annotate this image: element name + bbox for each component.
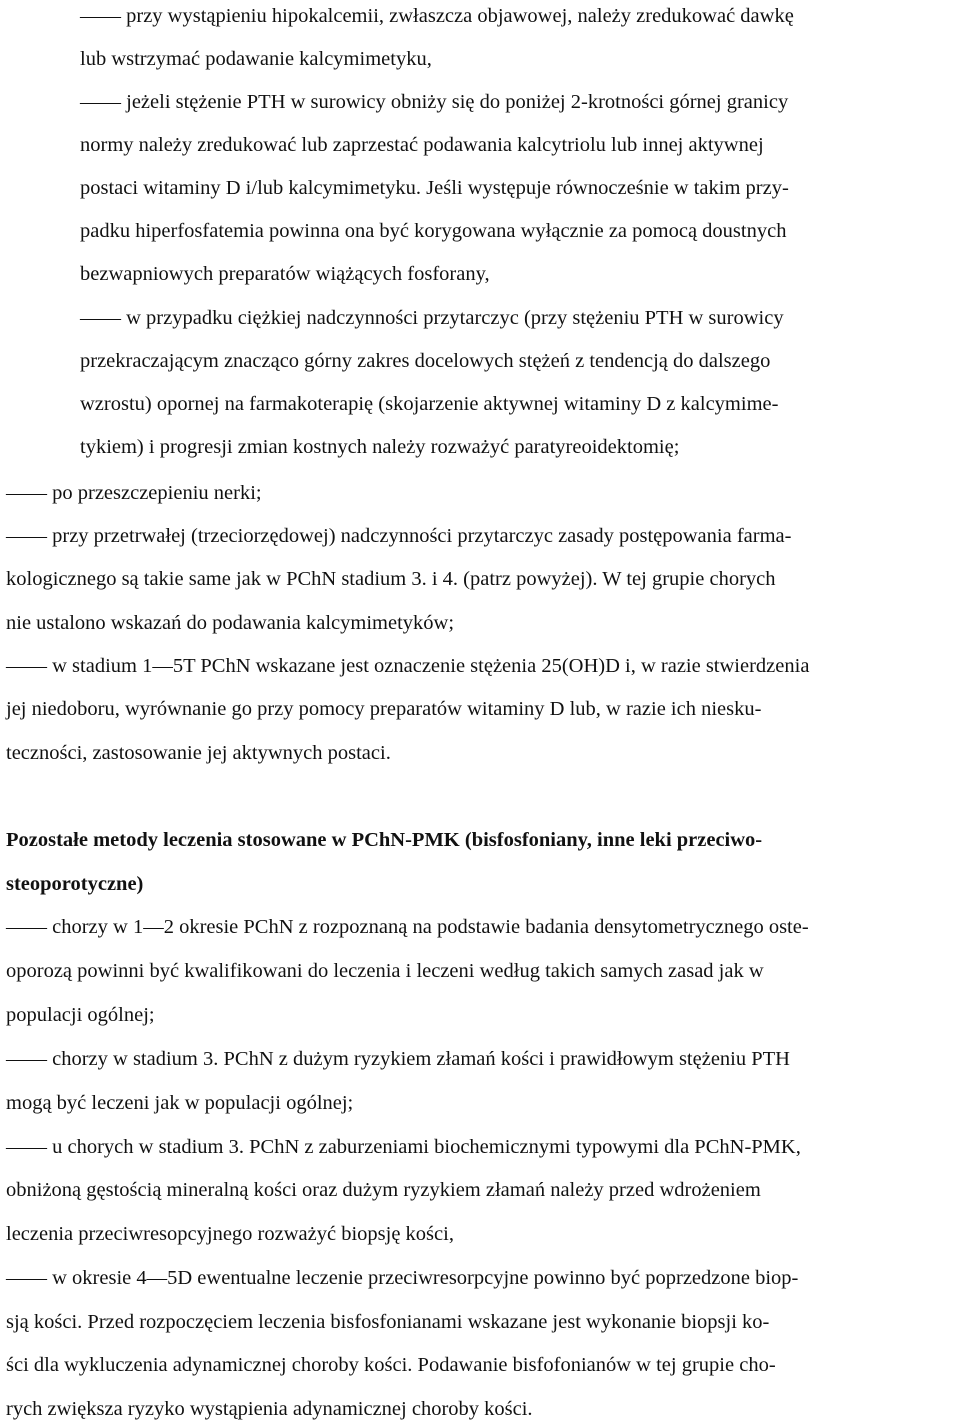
text-line: —— przy wystąpieniu hipokalcemii, zwłaszcza objawowej, należy zredukować dawkę [80, 5, 794, 27]
text-line: populacji ogólnej; [6, 1004, 155, 1026]
text-line: wzrostu) opornej na farmakoterapię (skojarzenie aktywnej witaminy D z kalcymime- [80, 393, 779, 415]
text-line: teczności, zastosowanie jej aktywnych postaci. [6, 742, 391, 764]
text-line: —— jeżeli stężenie PTH w surowicy obniży się do poniżej 2-krotności górnej granicy [80, 91, 789, 113]
text-line: kologicznego są takie same jak w PChN stadium 3. i 4. (patrz powyżej). W tej grupie chorych [6, 568, 776, 590]
text-line: przekraczającym znacząco górny zakres docelowych stężeń z tendencją do dalszego [80, 350, 771, 372]
text-line: leczenia przeciwresopcyjnego rozważyć biopsję kości, [6, 1223, 454, 1245]
text-line: mogą być leczeni jak w populacji ogólnej; [6, 1092, 354, 1114]
text-line: —— w stadium 1—5T PChN wskazane jest oznaczenie stężenia 25(OH)D i, w razie stwierdzenia [6, 655, 810, 677]
text-line: —— w okresie 4—5D ewentualne leczenie przeciwresorpcyjne powinno być poprzedzone biop- [6, 1267, 799, 1289]
text-line: —— chorzy w stadium 3. PChN z dużym ryzykiem złamań kości i prawidłowym stężeniu PTH [6, 1048, 790, 1070]
text-line: —— w przypadku ciężkiej nadczynności przytarczyc (przy stężeniu PTH w surowicy [80, 307, 784, 329]
text-line: postaci witaminy D i/lub kalcymimetyku. Jeśli występuje równocześnie w takim przy- [80, 177, 789, 199]
text-line: tykiem) i progresji zmian kostnych należy rozważyć paratyreoidektomię; [80, 436, 680, 458]
text-line: oporozą powinni być kwalifikowani do leczenia i leczeni według takich samych zasad jak w [6, 960, 764, 982]
text-line: —— chorzy w 1—2 okresie PChN z rozpoznaną na podstawie badania densytometrycznego oste- [6, 916, 809, 938]
text-line: jej niedoboru, wyrównanie go przy pomocy preparatów witaminy D lub, w razie ich niesku- [6, 698, 762, 720]
text-line: —— u chorych w stadium 3. PChN z zaburzeniami biochemicznymi typowymi dla PChN-PMK, [6, 1136, 801, 1158]
text-line: nie ustalono wskazań do podawania kalcymimetyków; [6, 612, 455, 634]
text-line: normy należy zredukować lub zaprzestać podawania kalcytriolu lub innej aktywnej [80, 134, 764, 156]
text-line: rych zwiększa ryzyko wystąpienia adynamicznej choroby kości. [6, 1398, 533, 1420]
text-line: —— przy przetrwałej (trzeciorzędowej) nadczynności przytarczyc zasady postępowania farma- [6, 525, 792, 547]
text-line: ści dla wykluczenia adynamicznej choroby kości. Podawanie bisfofonianów w tej grupie cho- [6, 1354, 776, 1376]
text-line: padku hiperfosfatemia powinna ona być korygowana wyłącznie za pomocą doustnych [80, 220, 787, 242]
text-line: obniżoną gęstością mineralną kości oraz dużym ryzykiem złamań należy przed wdrożeniem [6, 1179, 761, 1201]
section-heading: Pozostałe metody leczenia stosowane w PChN-PMK (bisfosfoniany, inne leki przeciwo- [6, 829, 763, 851]
text-line: —— po przeszczepieniu nerki; [6, 482, 262, 504]
text-line: lub wstrzymać podawanie kalcymimetyku, [80, 48, 432, 70]
section-heading: steoporotyczne) [6, 873, 144, 895]
text-line: bezwapniowych preparatów wiążących fosforany, [80, 263, 490, 285]
text-line: sją kości. Przed rozpoczęciem leczenia bisfosfonianami wskazane jest wykonanie biopsji ko- [6, 1311, 770, 1333]
